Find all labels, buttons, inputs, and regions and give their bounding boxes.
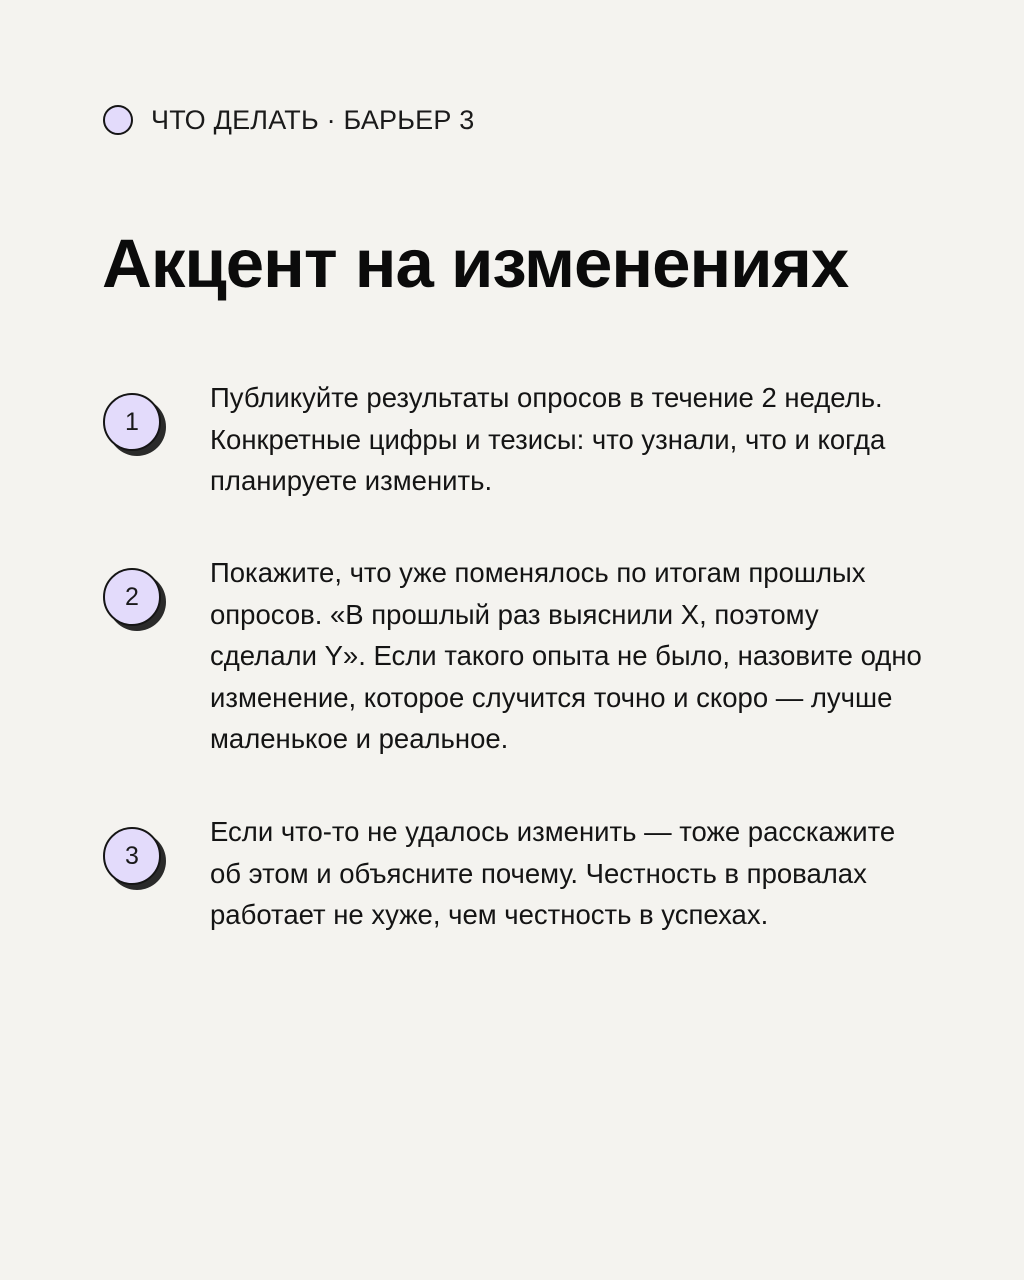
step-number-badge: 3 (103, 827, 161, 885)
step-text: Публикуйте результаты опросов в течение 2 недель. Конкретные цифры и тезисы: что узнали, что и когда планируете изменить. (210, 382, 886, 496)
eyebrow (103, 102, 475, 138)
step-number-badge: 1 (103, 393, 161, 451)
eyebrow-label: ЧТО ДЕЛАТЬ · БАРЬЕР 3 (151, 104, 475, 135)
page-title: Акцент на изменениях (102, 225, 849, 302)
circle-bullet-icon (103, 105, 133, 135)
step-text: Покажите, что уже поменялось по итогам прошлых опросов. «В прошлый раз выяснили X, поэтому сделали Y». Если такого опыта не было, назовите одно изменение, которое случится точно и скоро — лучше маленькое и реальное. (210, 557, 922, 754)
step-text: Если что-то не удалось изменить — тоже расскажите об этом и объясните почему. Честность в провалах работает не хуже, чем честность в успехах. (210, 816, 896, 930)
step-number-badge: 2 (103, 568, 161, 626)
